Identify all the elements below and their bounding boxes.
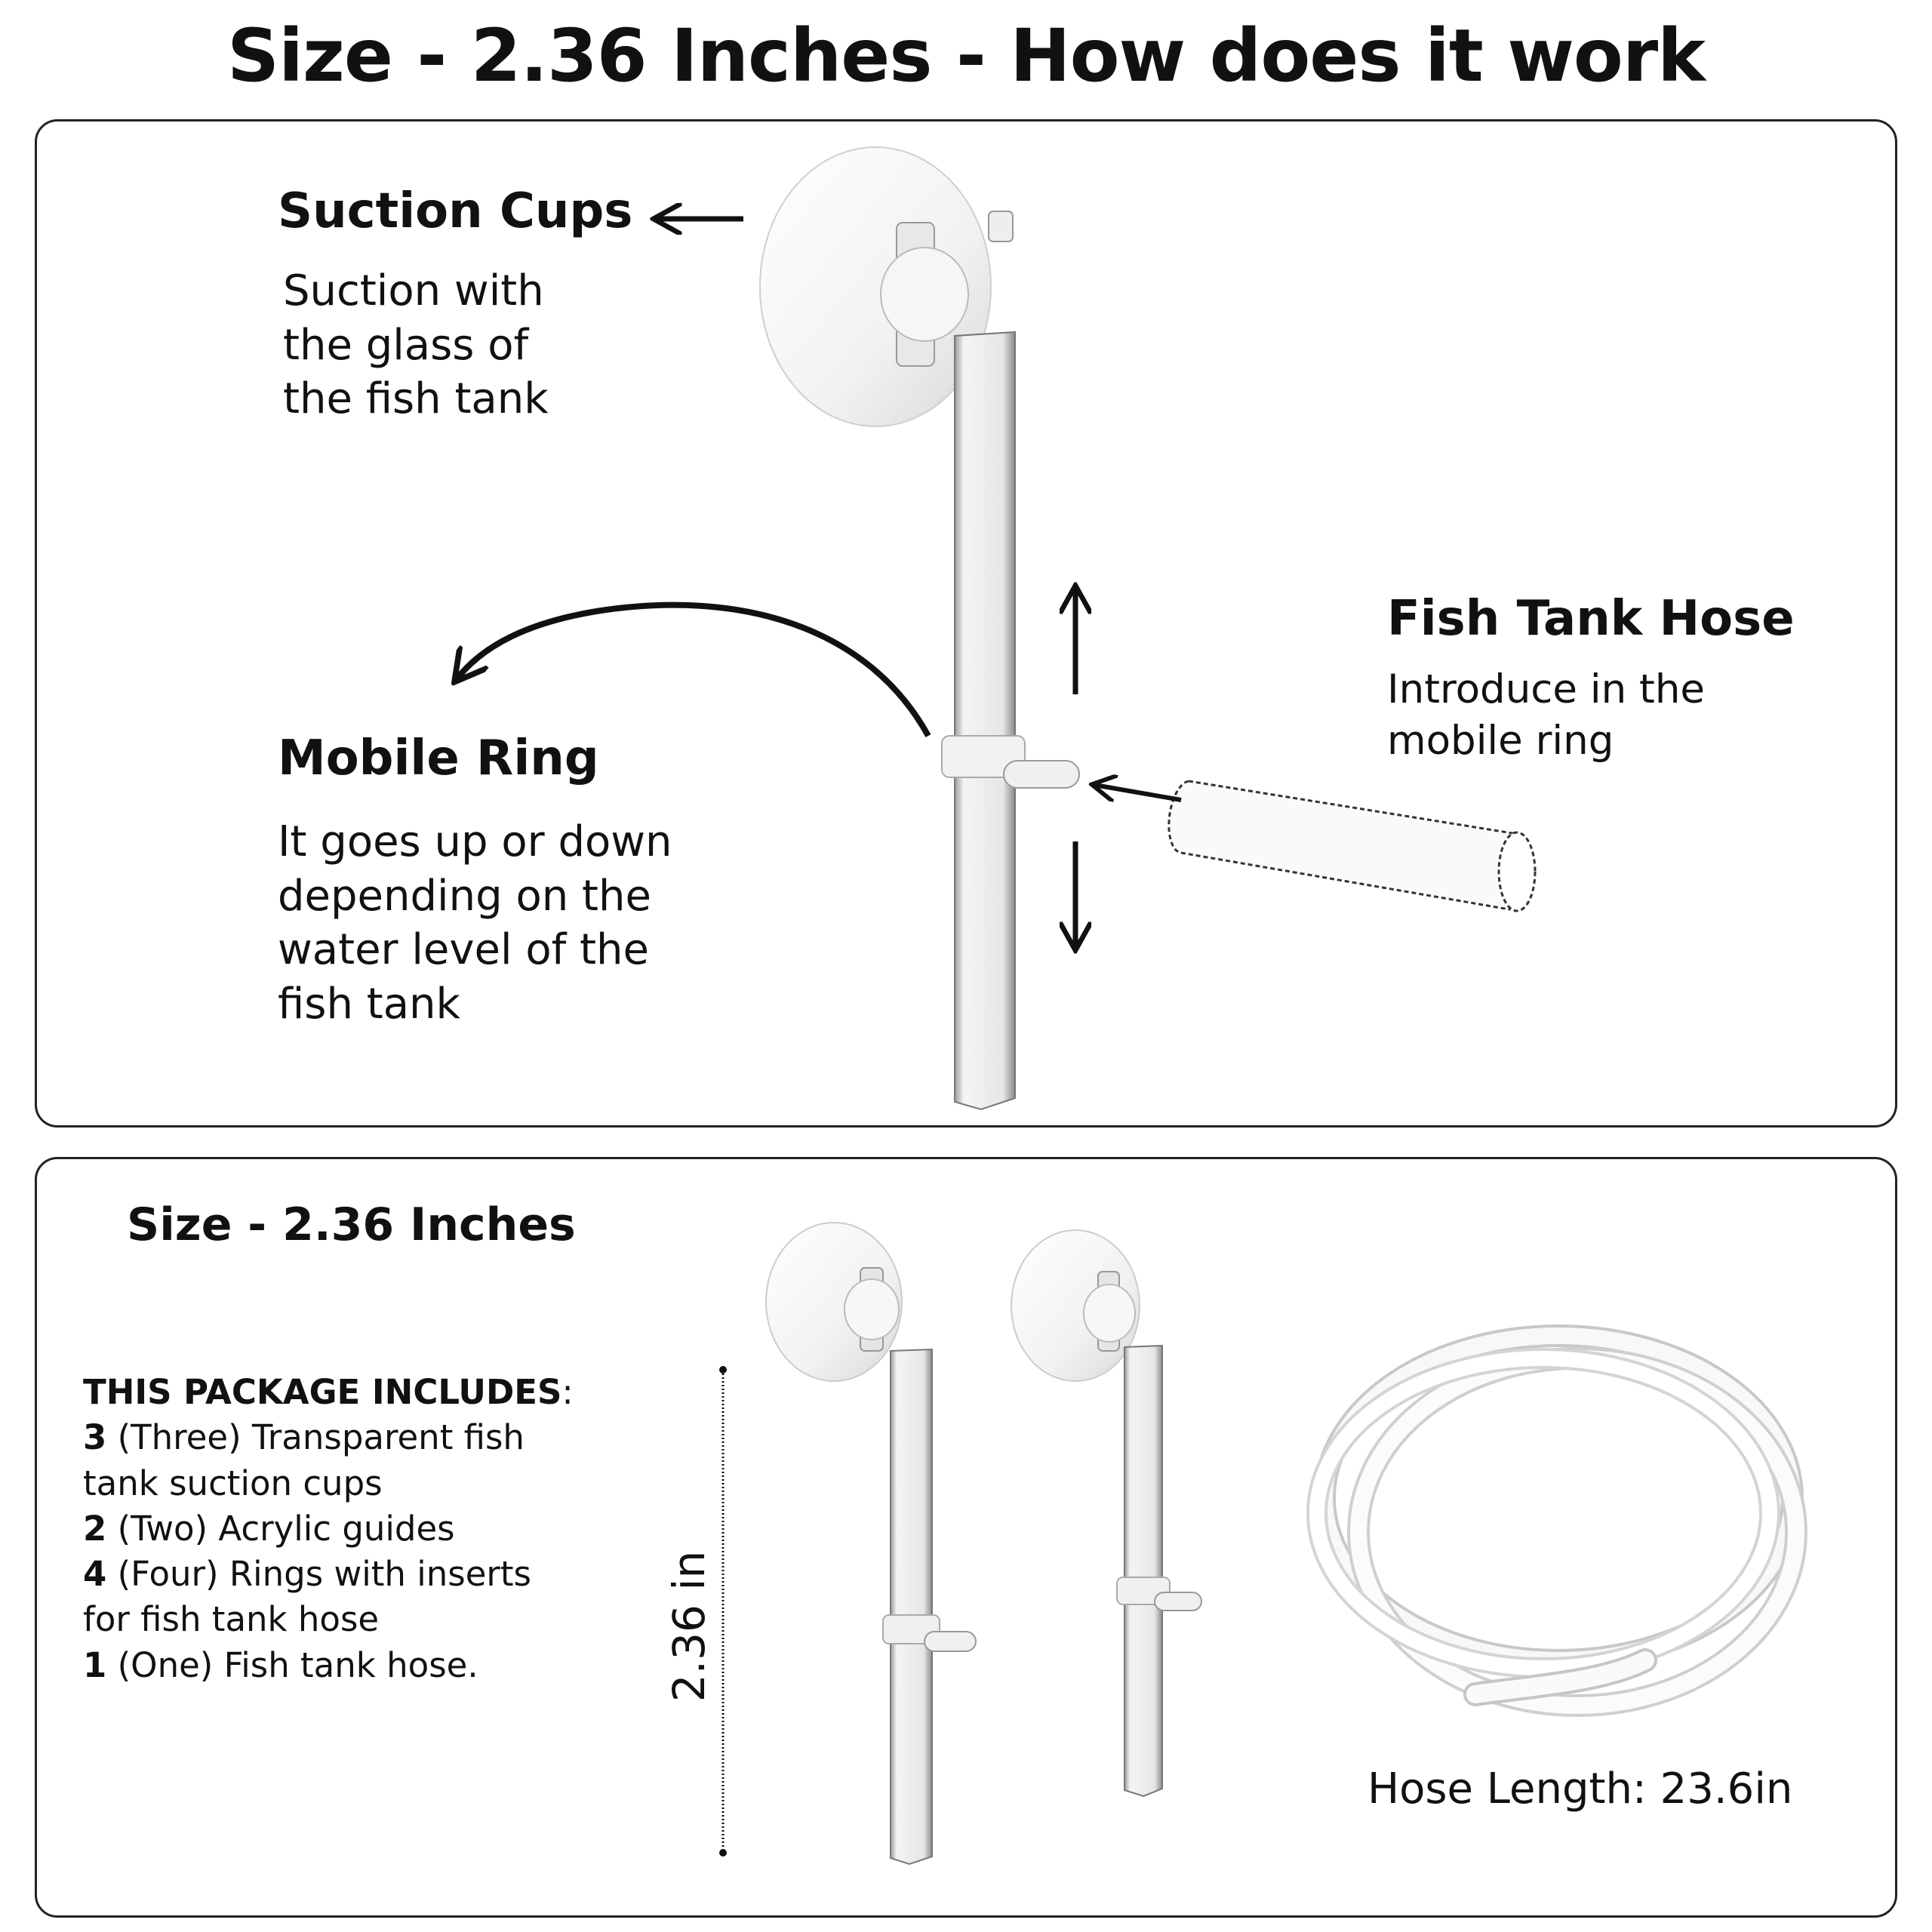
package-item	[83, 1643, 574, 1688]
acrylic-guide-illustration	[955, 332, 1015, 1109]
package-includes-list	[83, 1370, 574, 1688]
mobile-ring-description	[278, 815, 672, 1032]
package-item	[83, 1415, 574, 1460]
item-qty: 1	[83, 1644, 107, 1685]
item-text: (Three) Transparent fish	[106, 1417, 525, 1458]
size-heading: Size - 2.36 Inches	[127, 1198, 576, 1251]
package-item-cont: for fish tank hose	[83, 1599, 380, 1640]
fish-tank-hose-description	[1387, 664, 1705, 767]
curved-arrow-icon	[457, 605, 928, 736]
mobile-ring-heading: Mobile Ring	[278, 731, 599, 786]
guide-right-illustration	[1011, 1230, 1201, 1796]
item-text: (Four) Rings with inserts	[106, 1554, 531, 1595]
mobile-ring-line: fish tank	[278, 980, 460, 1029]
hose-illustration	[1169, 781, 1535, 911]
mobile-ring-line: water level of the	[278, 925, 649, 975]
page-title: Size - 2.36 Inches - How does it work	[226, 14, 1706, 98]
fish-tank-hose-line: mobile ring	[1387, 717, 1614, 764]
item-qty: 4	[83, 1554, 107, 1595]
package-includes-heading	[83, 1370, 574, 1415]
item-text: (One) Fish tank hose.	[106, 1644, 478, 1685]
pointer-arrow-icon	[1094, 785, 1181, 800]
fish-tank-hose-line: Introduce in the	[1387, 666, 1706, 712]
suction-cups-heading: Suction Cups	[278, 183, 633, 239]
hose-length-label: Hose Length: 23.6in	[1367, 1764, 1793, 1814]
suction-cups-line: the fish tank	[283, 374, 549, 424]
dimension-label: 2.36 in	[663, 1550, 715, 1703]
mobile-ring-line: It goes up or down	[278, 817, 672, 866]
fish-tank-hose-heading: Fish Tank Hose	[1387, 591, 1795, 647]
package-item	[83, 1552, 574, 1597]
item-qty: 3	[83, 1417, 107, 1458]
package-item	[83, 1506, 574, 1552]
suction-cups-description	[283, 264, 549, 426]
item-text: (Two) Acrylic guides	[106, 1508, 455, 1549]
suction-cups-line: Suction with	[283, 266, 544, 315]
package-item-cont: tank suction cups	[83, 1463, 383, 1503]
suction-cups-line: the glass of	[283, 320, 529, 370]
coiled-hose-illustration	[1317, 1336, 1796, 1706]
guide-left-illustration	[766, 1223, 976, 1864]
item-qty: 2	[83, 1508, 107, 1549]
mobile-ring-line: depending on the	[278, 871, 651, 921]
includes-colon: :	[561, 1372, 574, 1412]
dimension-line	[719, 1366, 727, 1857]
includes-heading-text: THIS PACKAGE INCLUDES	[83, 1372, 562, 1412]
